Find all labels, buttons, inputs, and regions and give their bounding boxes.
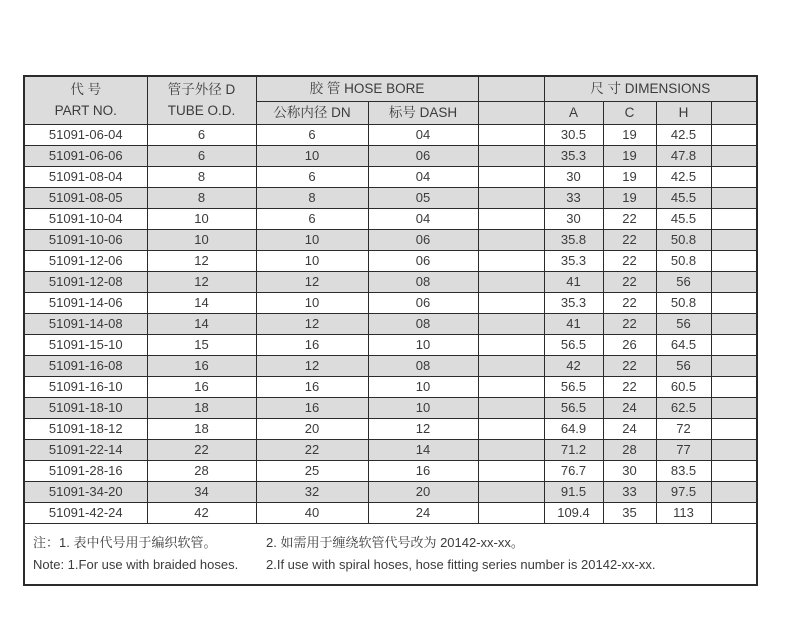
cell-c: 19: [603, 146, 656, 167]
header-spacer-top: [478, 76, 544, 102]
header-dimensions-group: 尺 寸 DIMENSIONS: [544, 76, 757, 102]
header-tube-od-en: TUBE O.D.: [167, 102, 236, 118]
table-row: [24, 461, 757, 482]
empty-cell: [478, 440, 544, 461]
cell-c: 22: [603, 209, 656, 230]
cell-dn: 25: [256, 461, 368, 482]
cell-dn: 16: [256, 398, 368, 419]
cell-a: 56.5: [544, 335, 603, 356]
cell-dash: 12: [368, 419, 478, 440]
cell-dash: 10: [368, 377, 478, 398]
table-row: [24, 167, 757, 188]
empty-cell: [478, 188, 544, 209]
cell-h: 56: [656, 272, 711, 293]
cell-c: 22: [603, 272, 656, 293]
cell-h: 45.5: [656, 188, 711, 209]
cell-h: 77: [656, 440, 711, 461]
cell-dn: 10: [256, 293, 368, 314]
cell-a: 41: [544, 314, 603, 335]
cell-a: 76.7: [544, 461, 603, 482]
empty-cell: [478, 503, 544, 524]
cell-h: 72: [656, 419, 711, 440]
cell-dn: 20: [256, 419, 368, 440]
cell-dn: 10: [256, 146, 368, 167]
empty-cell: [478, 125, 544, 146]
table-footer: [24, 524, 757, 586]
empty-cell: [711, 377, 757, 398]
cell-h: 47.8: [656, 146, 711, 167]
cell-a: 41: [544, 272, 603, 293]
cell-tube_od: 18: [147, 398, 256, 419]
cell-c: 24: [603, 398, 656, 419]
empty-cell: [478, 167, 544, 188]
header-dim-h: H: [656, 102, 711, 125]
empty-cell: [478, 293, 544, 314]
table-row: [24, 125, 757, 146]
empty-cell: [711, 125, 757, 146]
spec-table: [23, 75, 758, 586]
cell-tube_od: 28: [147, 461, 256, 482]
cell-dash: 24: [368, 503, 478, 524]
cell-part_no: 51091-08-04: [24, 167, 147, 188]
notes-cell: [24, 524, 757, 586]
cell-part_no: 51091-42-24: [24, 503, 147, 524]
table-row: [24, 398, 757, 419]
cell-tube_od: 10: [147, 230, 256, 251]
cell-c: 35: [603, 503, 656, 524]
cell-h: 56: [656, 356, 711, 377]
cell-dash: 04: [368, 167, 478, 188]
cell-dash: 10: [368, 335, 478, 356]
empty-cell: [711, 398, 757, 419]
empty-cell: [711, 209, 757, 230]
header-row-1: [24, 76, 757, 102]
cell-tube_od: 22: [147, 440, 256, 461]
cell-a: 35.8: [544, 230, 603, 251]
cell-dash: 04: [368, 125, 478, 146]
cell-part_no: 51091-06-06: [24, 146, 147, 167]
cell-dash: 16: [368, 461, 478, 482]
cell-dn: 22: [256, 440, 368, 461]
table-row: [24, 503, 757, 524]
cell-c: 22: [603, 356, 656, 377]
cell-dash: 06: [368, 293, 478, 314]
cell-tube_od: 10: [147, 209, 256, 230]
empty-cell: [478, 314, 544, 335]
cell-tube_od: 18: [147, 419, 256, 440]
cell-tube_od: 14: [147, 293, 256, 314]
cell-dash: 06: [368, 230, 478, 251]
note-en-1: Note: 1.For use with braided hoses.: [33, 557, 239, 572]
header-spacer-right: [711, 102, 757, 125]
cell-tube_od: 16: [147, 356, 256, 377]
table-row: [24, 335, 757, 356]
empty-cell: [478, 146, 544, 167]
cell-a: 56.5: [544, 377, 603, 398]
note-en-2: 2.If use with spiral hoses, hose fitting series number is 20142-xx-xx.: [266, 557, 656, 572]
cell-tube_od: 12: [147, 272, 256, 293]
cell-dn: 16: [256, 377, 368, 398]
cell-dn: 8: [256, 188, 368, 209]
table-row: [24, 440, 757, 461]
empty-cell: [711, 251, 757, 272]
cell-dash: 04: [368, 209, 478, 230]
header-dim-a: A: [544, 102, 603, 125]
empty-cell: [711, 503, 757, 524]
cell-a: 30: [544, 167, 603, 188]
cell-tube_od: 12: [147, 251, 256, 272]
cell-tube_od: 6: [147, 146, 256, 167]
cell-part_no: 51091-18-12: [24, 419, 147, 440]
table-row: [24, 272, 757, 293]
cell-part_no: 51091-14-08: [24, 314, 147, 335]
empty-cell: [478, 335, 544, 356]
cell-dash: 14: [368, 440, 478, 461]
cell-part_no: 51091-16-10: [24, 377, 147, 398]
cell-h: 50.8: [656, 293, 711, 314]
cell-tube_od: 42: [147, 503, 256, 524]
cell-c: 22: [603, 251, 656, 272]
cell-a: 30: [544, 209, 603, 230]
cell-dash: 20: [368, 482, 478, 503]
cell-a: 56.5: [544, 398, 603, 419]
note-line-zh: [33, 532, 756, 554]
cell-a: 33: [544, 188, 603, 209]
cell-dash: 08: [368, 272, 478, 293]
cell-dn: 6: [256, 167, 368, 188]
header-part-no-zh: 代 号: [70, 81, 102, 97]
cell-c: 24: [603, 419, 656, 440]
cell-dn: 12: [256, 314, 368, 335]
cell-a: 71.2: [544, 440, 603, 461]
cell-c: 30: [603, 461, 656, 482]
cell-h: 56: [656, 314, 711, 335]
cell-part_no: 51091-10-04: [24, 209, 147, 230]
cell-part_no: 51091-16-08: [24, 356, 147, 377]
table-row: [24, 314, 757, 335]
cell-c: 19: [603, 125, 656, 146]
cell-h: 83.5: [656, 461, 711, 482]
header-tube-od-zh: 管子外径 D: [167, 81, 236, 97]
cell-h: 42.5: [656, 167, 711, 188]
empty-cell: [711, 335, 757, 356]
empty-cell: [478, 461, 544, 482]
empty-cell: [711, 272, 757, 293]
header-spacer-sub: [478, 102, 544, 125]
empty-cell: [711, 440, 757, 461]
cell-tube_od: 14: [147, 314, 256, 335]
cell-c: 19: [603, 188, 656, 209]
cell-h: 50.8: [656, 230, 711, 251]
cell-dn: 6: [256, 125, 368, 146]
empty-cell: [478, 356, 544, 377]
cell-a: 42: [544, 356, 603, 377]
cell-dn: 12: [256, 272, 368, 293]
cell-part_no: 51091-12-06: [24, 251, 147, 272]
cell-dn: 6: [256, 209, 368, 230]
cell-dn: 10: [256, 251, 368, 272]
cell-a: 35.3: [544, 251, 603, 272]
cell-dn: 32: [256, 482, 368, 503]
cell-h: 60.5: [656, 377, 711, 398]
cell-h: 50.8: [656, 251, 711, 272]
empty-cell: [478, 419, 544, 440]
cell-part_no: 51091-06-04: [24, 125, 147, 146]
cell-part_no: 51091-12-08: [24, 272, 147, 293]
cell-dash: 06: [368, 251, 478, 272]
notes-row: [24, 524, 757, 586]
note-line-en: [33, 554, 756, 576]
cell-c: 22: [603, 230, 656, 251]
cell-a: 35.3: [544, 293, 603, 314]
cell-dash: 10: [368, 398, 478, 419]
empty-cell: [711, 293, 757, 314]
cell-h: 97.5: [656, 482, 711, 503]
cell-c: 22: [603, 293, 656, 314]
table-row: [24, 230, 757, 251]
note-zh-1: 注：1. 表中代号用于编织软管。: [33, 535, 217, 550]
cell-part_no: 51091-10-06: [24, 230, 147, 251]
empty-cell: [478, 209, 544, 230]
table-row: [24, 293, 757, 314]
table-row: [24, 188, 757, 209]
empty-cell: [711, 314, 757, 335]
table-row: [24, 419, 757, 440]
cell-part_no: 51091-18-10: [24, 398, 147, 419]
empty-cell: [711, 461, 757, 482]
cell-h: 62.5: [656, 398, 711, 419]
cell-dash: 08: [368, 356, 478, 377]
cell-c: 28: [603, 440, 656, 461]
cell-a: 30.5: [544, 125, 603, 146]
cell-dash: 08: [368, 314, 478, 335]
cell-dn: 16: [256, 335, 368, 356]
cell-c: 33: [603, 482, 656, 503]
cell-part_no: 51091-14-06: [24, 293, 147, 314]
header-dim-c: C: [603, 102, 656, 125]
header-part-no-en: PART NO.: [54, 102, 117, 118]
cell-part_no: 51091-15-10: [24, 335, 147, 356]
table-row: [24, 209, 757, 230]
table-row: [24, 377, 757, 398]
cell-h: 45.5: [656, 209, 711, 230]
empty-cell: [711, 482, 757, 503]
cell-dash: 06: [368, 146, 478, 167]
empty-cell: [711, 167, 757, 188]
table-row: [24, 482, 757, 503]
cell-a: 109.4: [544, 503, 603, 524]
header-dn: 公称内径 DN: [256, 102, 368, 125]
cell-c: 26: [603, 335, 656, 356]
cell-tube_od: 8: [147, 188, 256, 209]
empty-cell: [478, 482, 544, 503]
empty-cell: [711, 146, 757, 167]
table-header: [24, 76, 757, 125]
empty-cell: [478, 230, 544, 251]
cell-part_no: 51091-34-20: [24, 482, 147, 503]
note-zh-2: 2. 如需用于缠绕软管代号改为 20142-xx-xx。: [266, 535, 524, 550]
cell-a: 91.5: [544, 482, 603, 503]
cell-dn: 12: [256, 356, 368, 377]
cell-tube_od: 6: [147, 125, 256, 146]
cell-a: 35.3: [544, 146, 603, 167]
cell-tube_od: 15: [147, 335, 256, 356]
cell-dn: 10: [256, 230, 368, 251]
cell-c: 22: [603, 377, 656, 398]
table-row: [24, 146, 757, 167]
cell-tube_od: 16: [147, 377, 256, 398]
cell-dash: 05: [368, 188, 478, 209]
cell-part_no: 51091-28-16: [24, 461, 147, 482]
cell-a: 64.9: [544, 419, 603, 440]
empty-cell: [478, 251, 544, 272]
empty-cell: [711, 230, 757, 251]
empty-cell: [478, 272, 544, 293]
header-tube-od: [147, 76, 256, 125]
header-dash: 标号 DASH: [368, 102, 478, 125]
table-row: [24, 356, 757, 377]
cell-h: 64.5: [656, 335, 711, 356]
header-part-no: [24, 76, 147, 125]
cell-h: 113: [656, 503, 711, 524]
empty-cell: [478, 398, 544, 419]
cell-tube_od: 8: [147, 167, 256, 188]
cell-part_no: 51091-22-14: [24, 440, 147, 461]
empty-cell: [478, 377, 544, 398]
cell-dn: 40: [256, 503, 368, 524]
header-hose-bore-group: 胶 管 HOSE BORE: [256, 76, 478, 102]
empty-cell: [711, 419, 757, 440]
empty-cell: [711, 356, 757, 377]
cell-c: 22: [603, 314, 656, 335]
cell-part_no: 51091-08-05: [24, 188, 147, 209]
cell-c: 19: [603, 167, 656, 188]
cell-h: 42.5: [656, 125, 711, 146]
cell-tube_od: 34: [147, 482, 256, 503]
empty-cell: [711, 188, 757, 209]
table-body: [24, 125, 757, 524]
table-row: [24, 251, 757, 272]
